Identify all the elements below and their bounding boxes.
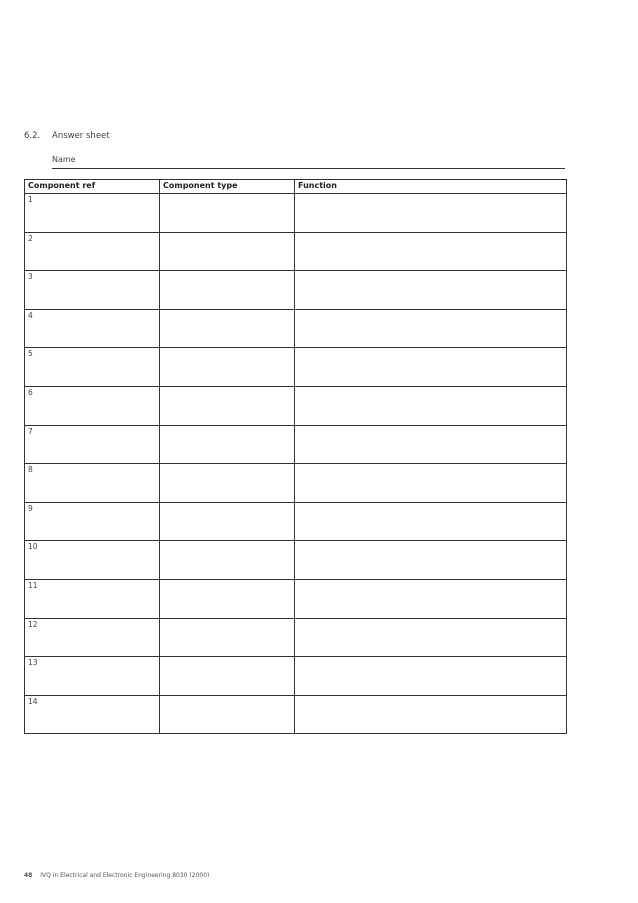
table-row xyxy=(25,464,567,503)
table-row xyxy=(25,618,567,657)
table-row xyxy=(25,541,567,580)
cell-component-type[interactable] xyxy=(160,386,295,425)
cell-function[interactable] xyxy=(295,194,567,233)
cell-component-ref: 13 xyxy=(25,657,160,696)
header-component-ref: Component ref xyxy=(25,180,160,194)
cell-component-ref: 10 xyxy=(25,541,160,580)
table-row xyxy=(25,386,567,425)
cell-component-ref: 2 xyxy=(25,232,160,271)
cell-function[interactable] xyxy=(295,464,567,503)
cell-component-type[interactable] xyxy=(160,232,295,271)
table-row xyxy=(25,425,567,464)
cell-component-type[interactable] xyxy=(160,464,295,503)
section-title: Answer sheet xyxy=(52,131,110,141)
page-footer xyxy=(24,872,209,879)
cell-function[interactable] xyxy=(295,348,567,387)
cell-component-type[interactable] xyxy=(160,502,295,541)
cell-component-ref: 5 xyxy=(25,348,160,387)
cell-component-type[interactable] xyxy=(160,618,295,657)
table-row xyxy=(25,502,567,541)
cell-component-ref: 14 xyxy=(25,695,160,734)
cell-component-ref: 6 xyxy=(25,386,160,425)
cell-function[interactable] xyxy=(295,618,567,657)
cell-function[interactable] xyxy=(295,232,567,271)
section-number: 6.2. xyxy=(24,131,41,141)
cell-component-type[interactable] xyxy=(160,309,295,348)
table-row xyxy=(25,232,567,271)
header-component-type: Component type xyxy=(160,180,295,194)
header-function: Function xyxy=(295,180,567,194)
answer-table xyxy=(24,179,567,734)
name-field[interactable] xyxy=(52,155,565,169)
cell-component-type[interactable] xyxy=(160,348,295,387)
cell-component-ref: 7 xyxy=(25,425,160,464)
cell-function[interactable] xyxy=(295,386,567,425)
footer-text: IVQ in Electrical and Electronic Engineering 8030 (2000) xyxy=(40,872,210,879)
table-row xyxy=(25,309,567,348)
section-heading xyxy=(24,131,110,141)
cell-function[interactable] xyxy=(295,695,567,734)
cell-component-ref: 8 xyxy=(25,464,160,503)
cell-function[interactable] xyxy=(295,309,567,348)
table-row xyxy=(25,579,567,618)
cell-component-type[interactable] xyxy=(160,425,295,464)
name-label: Name xyxy=(52,155,76,164)
page-number: 48 xyxy=(24,872,33,879)
cell-component-ref: 9 xyxy=(25,502,160,541)
cell-function[interactable] xyxy=(295,657,567,696)
table-row xyxy=(25,348,567,387)
table-row xyxy=(25,657,567,696)
cell-component-type[interactable] xyxy=(160,695,295,734)
table-row xyxy=(25,271,567,310)
cell-function[interactable] xyxy=(295,579,567,618)
table-row xyxy=(25,695,567,734)
cell-component-ref: 1 xyxy=(25,194,160,233)
cell-component-ref: 12 xyxy=(25,618,160,657)
cell-function[interactable] xyxy=(295,502,567,541)
cell-component-ref: 4 xyxy=(25,309,160,348)
cell-function[interactable] xyxy=(295,541,567,580)
cell-component-type[interactable] xyxy=(160,541,295,580)
cell-component-type[interactable] xyxy=(160,657,295,696)
cell-component-type[interactable] xyxy=(160,579,295,618)
cell-component-type[interactable] xyxy=(160,194,295,233)
answer-table-body xyxy=(25,194,567,734)
table-row xyxy=(25,194,567,233)
cell-component-type[interactable] xyxy=(160,271,295,310)
table-header-row xyxy=(25,180,567,194)
cell-component-ref: 11 xyxy=(25,579,160,618)
cell-component-ref: 3 xyxy=(25,271,160,310)
cell-function[interactable] xyxy=(295,425,567,464)
cell-function[interactable] xyxy=(295,271,567,310)
